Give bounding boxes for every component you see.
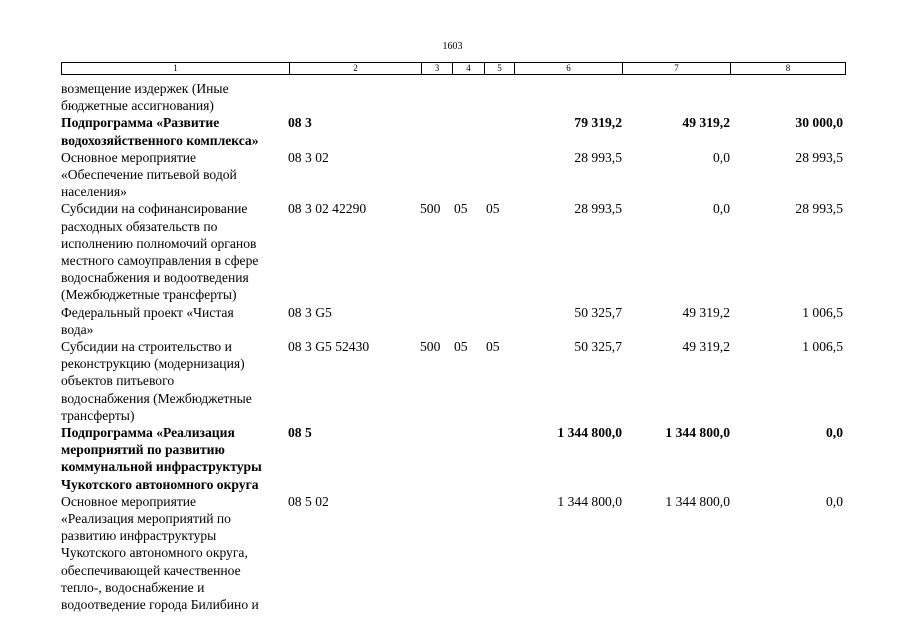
table-row	[0, 493, 905, 613]
row-name	[61, 424, 291, 493]
row-pr: 05	[486, 201, 500, 217]
row-code: 08 3 02 42290	[288, 201, 367, 217]
row-code: 08 3	[288, 115, 312, 131]
row-name-line: развитию инфраструктуры	[61, 528, 217, 544]
row-total: 1 344 800,0	[557, 424, 622, 440]
table-row	[0, 424, 905, 493]
row-name-line: Подпрограмма «Развитие	[61, 115, 220, 131]
row-name-line: расходных обязательств по	[61, 218, 218, 234]
row-name	[61, 80, 291, 114]
header-col-7: 7	[622, 63, 730, 74]
row-name-line: трансферты)	[61, 407, 135, 423]
page-number: 1603	[442, 41, 463, 52]
row-name-line: Основное мероприятие	[61, 493, 197, 509]
row-district: 28 993,5	[795, 201, 843, 217]
row-name	[61, 493, 291, 613]
row-name-line: Субсидии на строительство и	[61, 338, 232, 354]
row-total: 1 344 800,0	[557, 493, 622, 509]
table-row	[0, 114, 905, 148]
row-federal: 1 344 800,0	[665, 424, 730, 440]
row-code: 08 3 G5	[288, 304, 332, 320]
row-name	[61, 200, 291, 303]
row-name-line: возмещение издержек (Иные	[61, 81, 229, 96]
row-federal: 49 319,2	[682, 115, 730, 131]
row-name	[61, 338, 291, 424]
row-name-line: (Межбюджетные трансферты)	[61, 287, 237, 303]
row-total: 50 325,7	[574, 304, 622, 320]
row-total: 28 993,5	[574, 149, 622, 165]
row-federal: 1 344 800,0	[665, 493, 730, 509]
row-district: 30 000,0	[795, 115, 843, 131]
row-federal: 49 319,2	[682, 338, 730, 354]
row-name-line: Субсидии на софинансирование	[61, 201, 248, 217]
row-name-line: Основное мероприятие	[61, 149, 197, 165]
row-name-line: Федеральный проект «Чистая	[61, 304, 234, 320]
row-name-line: обеспечивающей качественное	[61, 562, 241, 578]
row-federal: 0,0	[713, 201, 730, 217]
row-name-line: объектов питьевого	[61, 373, 175, 389]
header-col-2: 2	[289, 63, 421, 74]
table-row	[0, 80, 905, 114]
header-col-1: 1	[173, 63, 178, 73]
row-total: 28 993,5	[574, 201, 622, 217]
table-row	[0, 200, 905, 303]
row-federal: 49 319,2	[682, 304, 730, 320]
row-name-line: вода»	[61, 321, 94, 337]
row-name-line: тепло-, водоснабжение и	[61, 579, 205, 595]
row-name-line: Чукотского автономного округа,	[61, 545, 248, 561]
header-col-3: 3	[421, 63, 452, 74]
row-pr: 05	[486, 338, 500, 354]
row-total: 79 319,2	[574, 115, 622, 131]
row-name-line: местного самоуправления в сфере	[61, 252, 259, 268]
table-row	[0, 338, 905, 424]
row-district: 1 006,5	[802, 304, 843, 320]
table-row	[0, 149, 905, 201]
row-vr: 500	[420, 338, 441, 354]
row-district: 1 006,5	[802, 338, 843, 354]
row-name-line: Чукотского автономного округа	[61, 476, 259, 492]
row-code: 08 3 02	[288, 149, 329, 165]
row-federal: 0,0	[713, 149, 730, 165]
row-name-line: реконструкцию (модернизация)	[61, 356, 245, 372]
header-col-8: 8	[730, 63, 845, 74]
header-col-6: 6	[514, 63, 622, 74]
row-name-line: водоснабжения и водоотведения	[61, 270, 249, 286]
row-name-line: бюджетные ассигнования)	[61, 98, 214, 114]
row-code: 08 5	[288, 424, 312, 440]
row-name-line: исполнению полномочий органов	[61, 235, 257, 251]
row-rz: 05	[454, 201, 468, 217]
row-district: 28 993,5	[795, 149, 843, 165]
row-name	[61, 149, 291, 201]
row-name-line: мероприятий по развитию	[61, 442, 225, 458]
row-code: 08 5 02	[288, 493, 329, 509]
row-name-line: водохозяйственного комплекса»	[61, 132, 259, 148]
table-body	[0, 80, 905, 613]
row-name-line: «Реализация мероприятий по	[61, 510, 231, 526]
row-vr: 500	[420, 201, 441, 217]
row-name-line: «Обеспечение питьевой водой	[61, 166, 237, 182]
row-name-line: населения»	[61, 184, 127, 200]
row-name-line: Подпрограмма «Реализация	[61, 424, 235, 440]
row-name-line: водоснабжения (Межбюджетные	[61, 390, 252, 406]
row-name-line: коммунальной инфраструктуры	[61, 459, 262, 475]
row-code: 08 3 G5 52430	[288, 338, 370, 354]
row-total: 50 325,7	[574, 338, 622, 354]
row-rz: 05	[454, 338, 468, 354]
row-district: 0,0	[826, 424, 843, 440]
row-name	[61, 114, 291, 148]
row-name	[61, 304, 291, 338]
row-name-line: водоотведение города Билибино и	[61, 596, 259, 612]
table-row	[0, 304, 905, 338]
table-header	[61, 62, 846, 75]
header-col-4: 4	[452, 63, 484, 74]
header-col-5: 5	[484, 63, 514, 74]
row-district: 0,0	[826, 493, 843, 509]
